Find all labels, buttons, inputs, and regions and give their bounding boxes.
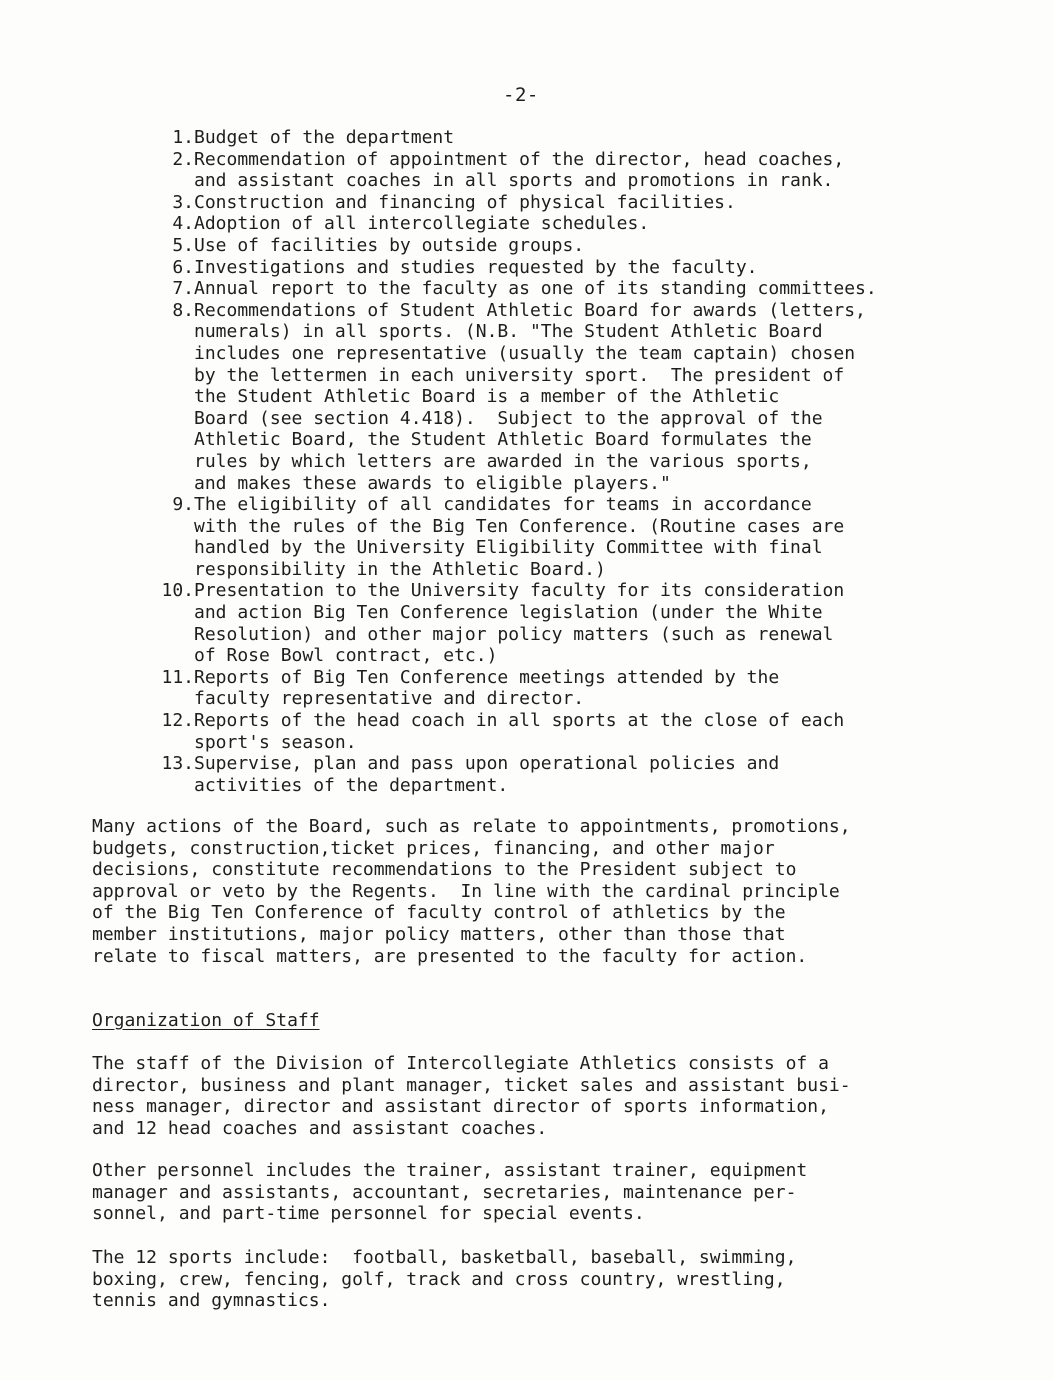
list-item-text [194,753,1026,796]
text-line: Recommendation of appointment of the director, head coaches, [194,148,845,170]
staff-paragraph-2 [92,1160,1012,1225]
text-line: Use of facilities by outside groups. [194,234,585,256]
list-item-text [194,235,1026,257]
text-line: Supervise, plan and pass upon operational policies and [194,753,780,775]
list-item [146,127,1026,149]
list-item-number: 7. [172,278,194,300]
list-item [146,149,1026,192]
text-line: decisions, constitute recommendations to the President subject to [92,859,797,881]
list-item-number: 10. [161,580,194,602]
list-item-text [194,300,1026,494]
list-item [146,300,1026,494]
text-line: with the rules of the Big Ten Conference. (Routine cases are [194,515,845,537]
list-item-text [194,149,1026,192]
list-item [146,710,1026,753]
list-item-number: 9. [172,494,194,516]
text-line: Adoption of all intercollegiate schedules. [194,213,650,235]
board-duties-list [146,127,1026,796]
list-item [146,213,1026,235]
text-line: sport's season. [194,731,357,753]
list-item-text [194,213,1026,235]
board-actions-paragraph [92,816,1012,967]
text-line: budgets, construction,ticket prices, financing, and other major [92,837,775,859]
list-item-text [194,192,1026,214]
text-line: director, business and plant manager, ticket sales and assistant busi- [92,1074,851,1096]
list-item-text [194,127,1026,149]
list-item [146,580,1026,666]
text-line: Budget of the department [194,127,455,148]
list-item-text [194,667,1026,710]
text-line: Construction and financing of physical facilities. [194,191,736,213]
text-line: The eligibility of all candidates for teams in accordance [194,494,812,516]
text-line: manager and assistants, accountant, secretaries, maintenance per- [92,1181,797,1203]
text-line: faculty representative and director. [194,688,585,710]
text-line: the Student Athletic Board is a member of the Athletic [194,386,780,408]
text-line: and action Big Ten Conference legislation (under the White [194,602,823,624]
text-line: Presentation to the University faculty for its consideration [194,580,845,602]
text-line: The staff of the Division of Intercollegiate Athletics consists of a [92,1053,829,1074]
list-item-number: 11. [161,666,194,688]
list-item-number: 13. [161,753,194,775]
list-item-text [194,580,1026,666]
text-line: activities of the department. [194,774,509,796]
text-line: rules by which letters are awarded in the various sports, [194,450,812,472]
list-item-text [194,494,1026,580]
text-line: handled by the University Eligibility Committee with final [194,537,823,559]
text-line: The 12 sports include: football, basketball, baseball, swimming, [92,1247,797,1268]
text-line: Athletic Board, the Student Athletic Board formulates the [194,429,812,451]
text-line: Recommendations of Student Athletic Board for awards (letters, [194,299,866,321]
text-line: by the lettermen in each university sport. The president of [194,364,845,386]
staff-paragraph-1 [92,1053,1012,1139]
list-item [146,278,1026,300]
text-line: Other personnel includes the trainer, assistant trainer, equipment [92,1160,808,1181]
list-item [146,494,1026,580]
text-line: Resolution) and other major policy matters (such as renewal [194,623,834,645]
text-line: Board (see section 4.418). Subject to the approval of the [194,407,823,429]
text-line: responsibility in the Athletic Board.) [194,558,606,580]
text-line: ness manager, director and assistant director of sports information, [92,1096,829,1118]
text-line: of the Big Ten Conference of faculty control of athletics by the [92,902,786,924]
text-line: and assistant coaches in all sports and promotions in rank. [194,170,834,192]
text-line: approval or veto by the Regents. In line with the cardinal principle [92,880,840,902]
list-item-number: 1. [172,127,194,148]
text-line: Many actions of the Board, such as relate to appointments, promotions, [92,816,851,837]
text-line: numerals) in all sports. (N.B. "The Student Athletic Board [194,321,823,343]
list-item-number: 4. [172,213,194,235]
list-item-number: 2. [172,148,194,170]
list-item-text [194,257,1026,279]
list-item-number: 6. [172,256,194,278]
page-number: -2- [503,84,539,106]
text-line: of Rose Bowl contract, etc.) [194,645,498,667]
text-line: and makes these awards to eligible players." [194,472,671,494]
list-item [146,257,1026,279]
list-item [146,235,1026,257]
text-line: relate to fiscal matters, are presented to the faculty for action. [92,945,808,967]
list-item [146,667,1026,710]
list-item-text [194,278,1026,300]
list-item-number: 8. [172,299,194,321]
list-item-number: 12. [161,710,194,732]
text-line: tennis and gymnastics. [92,1290,331,1312]
text-line: and 12 head coaches and assistant coaches. [92,1117,548,1139]
list-item-number: 5. [172,234,194,256]
text-line: sonnel, and part-time personnel for special events. [92,1203,645,1225]
text-line: member institutions, major policy matters, other than those that [92,923,786,945]
list-item [146,753,1026,796]
text-line: includes one representative (usually the team captain) chosen [194,342,856,364]
text-line: boxing, crew, fencing, golf, track and cross country, wrestling, [92,1268,786,1290]
text-line: Reports of Big Ten Conference meetings attended by the [194,666,780,688]
list-item [146,192,1026,214]
text-line: Annual report to the faculty as one of its standing committees. [194,278,877,300]
sports-paragraph [92,1247,1012,1312]
text-line: Reports of the head coach in all sports at the close of each [194,710,845,732]
list-item-number: 3. [172,191,194,213]
section-heading-organization-of-staff: Organization of Staff [92,1010,320,1031]
list-item-text [194,710,1026,753]
text-line: Investigations and studies requested by the faculty. [194,256,758,278]
